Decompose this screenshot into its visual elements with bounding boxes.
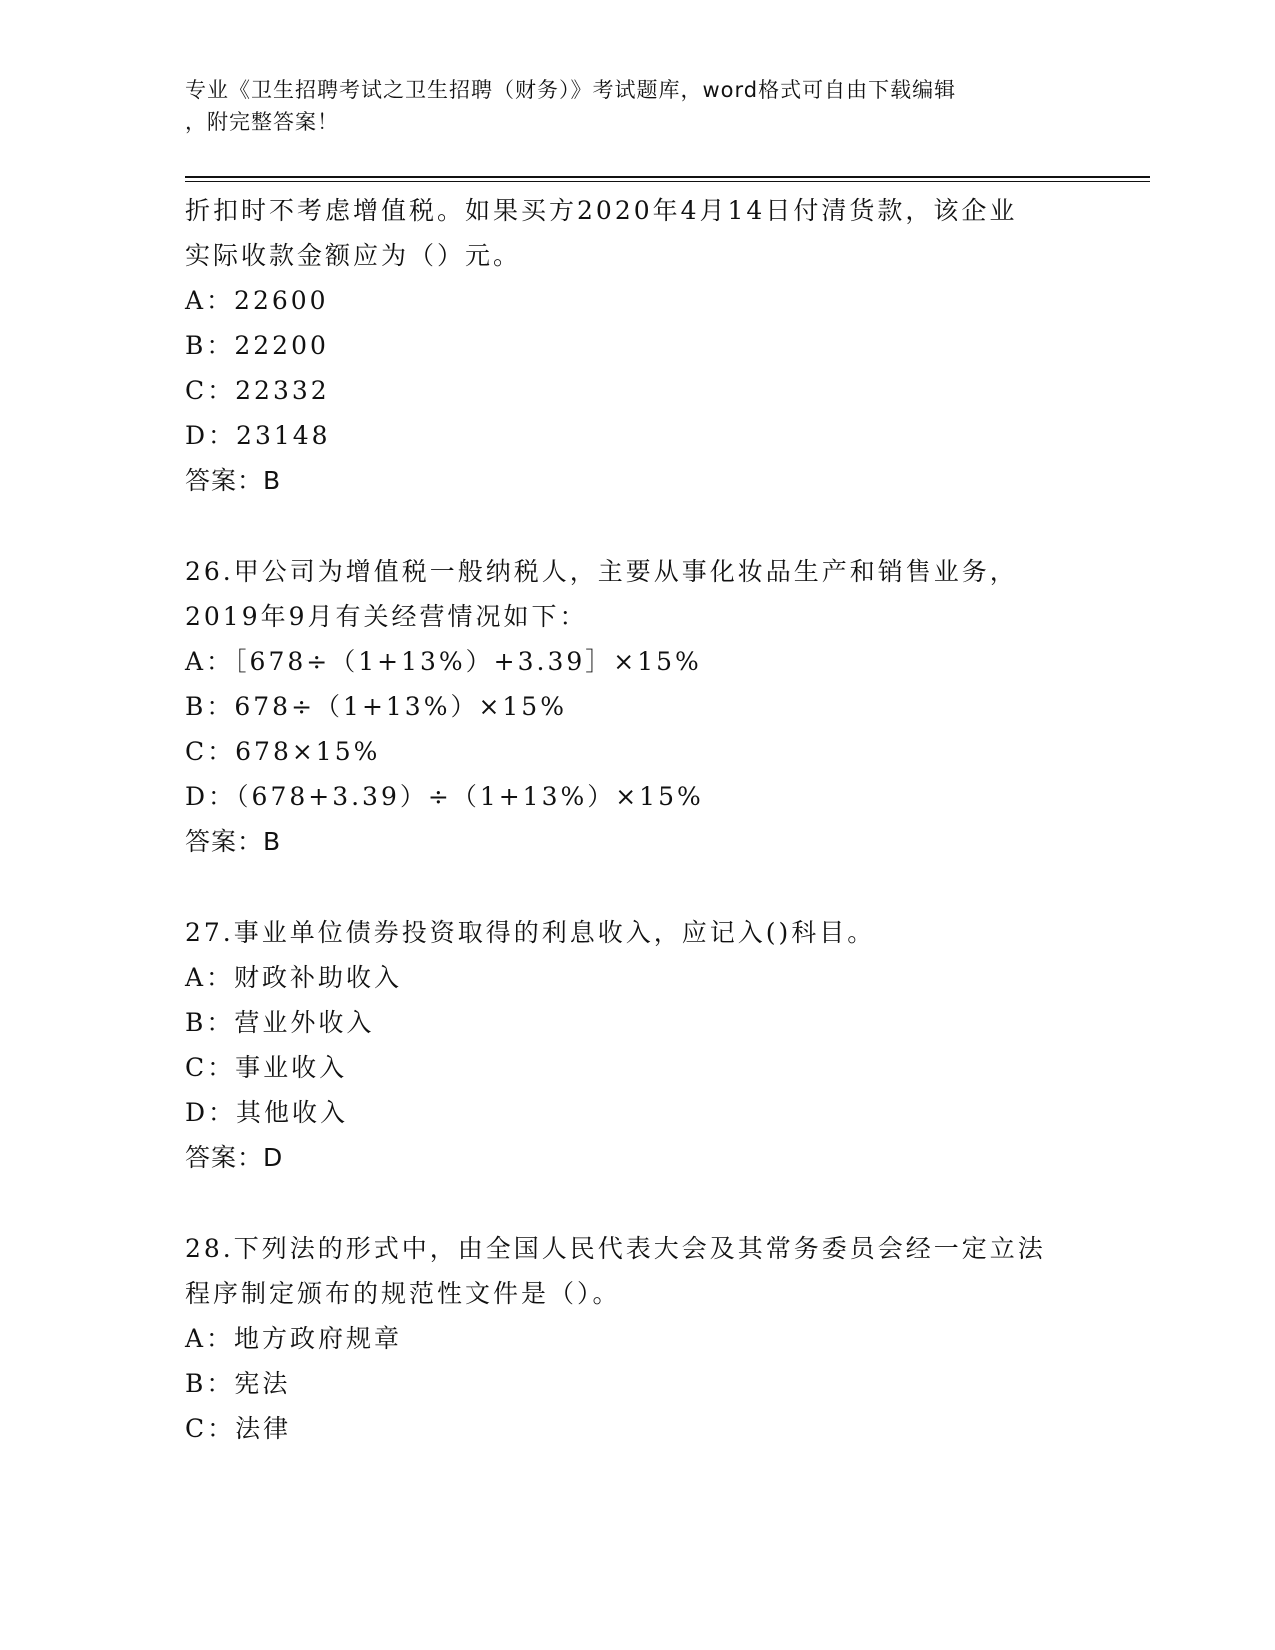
- question-stem: 折扣时不考虑增值税。如果买方2020年4月14日付清货款，该企业: [185, 196, 1018, 225]
- header-line-1: 专业《卫生招聘考试之卫生招聘（财务）》考试题库，word格式可自由下载编辑: [185, 78, 957, 102]
- question-item: [185, 1226, 1085, 1451]
- option-b: B：22200: [185, 331, 329, 360]
- option-c: C：事业收入: [185, 1053, 348, 1082]
- option-d: D：其他收入: [185, 1098, 349, 1127]
- question-stem: 27.事业单位债券投资取得的利息收入，应记入()科目。: [185, 918, 876, 947]
- option-d: D：23148: [185, 421, 331, 450]
- option-b: B：678÷（1+13%）×15%: [185, 692, 567, 721]
- question-item: [185, 549, 1085, 864]
- answer-key: 答案：D: [185, 1143, 284, 1172]
- header-divider-thin: [185, 181, 1150, 182]
- option-a: A：财政补助收入: [185, 963, 403, 992]
- answer-key: 答案：B: [185, 466, 282, 495]
- option-a: A：22600: [185, 286, 329, 315]
- header-line-2: ，附完整答案！: [185, 110, 339, 134]
- question-stem: 2019年9月有关经营情况如下：: [185, 602, 588, 631]
- answer-key: 答案：B: [185, 827, 282, 856]
- question-item: [185, 188, 1085, 503]
- option-d: D：（678+3.39）÷（1+13%）×15%: [185, 782, 704, 811]
- option-c: C：22332: [185, 376, 330, 405]
- question-item: [185, 910, 1085, 1180]
- header-divider: [185, 176, 1150, 178]
- document-header: [185, 74, 1065, 138]
- question-list: [185, 188, 1085, 1451]
- option-c: C：678×15%: [185, 737, 381, 766]
- question-stem: 实际收款金额应为（）元。: [185, 241, 522, 270]
- option-a: A：［678÷（1+13%）+3.39］×15%: [185, 647, 702, 676]
- option-b: B：宪法: [185, 1369, 291, 1398]
- question-stem: 程序制定颁布的规范性文件是（）。: [185, 1279, 621, 1308]
- option-a: A：地方政府规章: [185, 1324, 403, 1353]
- question-stem: 26.甲公司为增值税一般纳税人，主要从事化妆品生产和销售业务，: [185, 557, 1018, 586]
- option-c: C：法律: [185, 1414, 292, 1443]
- option-b: B：营业外收入: [185, 1008, 375, 1037]
- question-stem: 28.下列法的形式中，由全国人民代表大会及其常务委员会经一定立法: [185, 1234, 1046, 1263]
